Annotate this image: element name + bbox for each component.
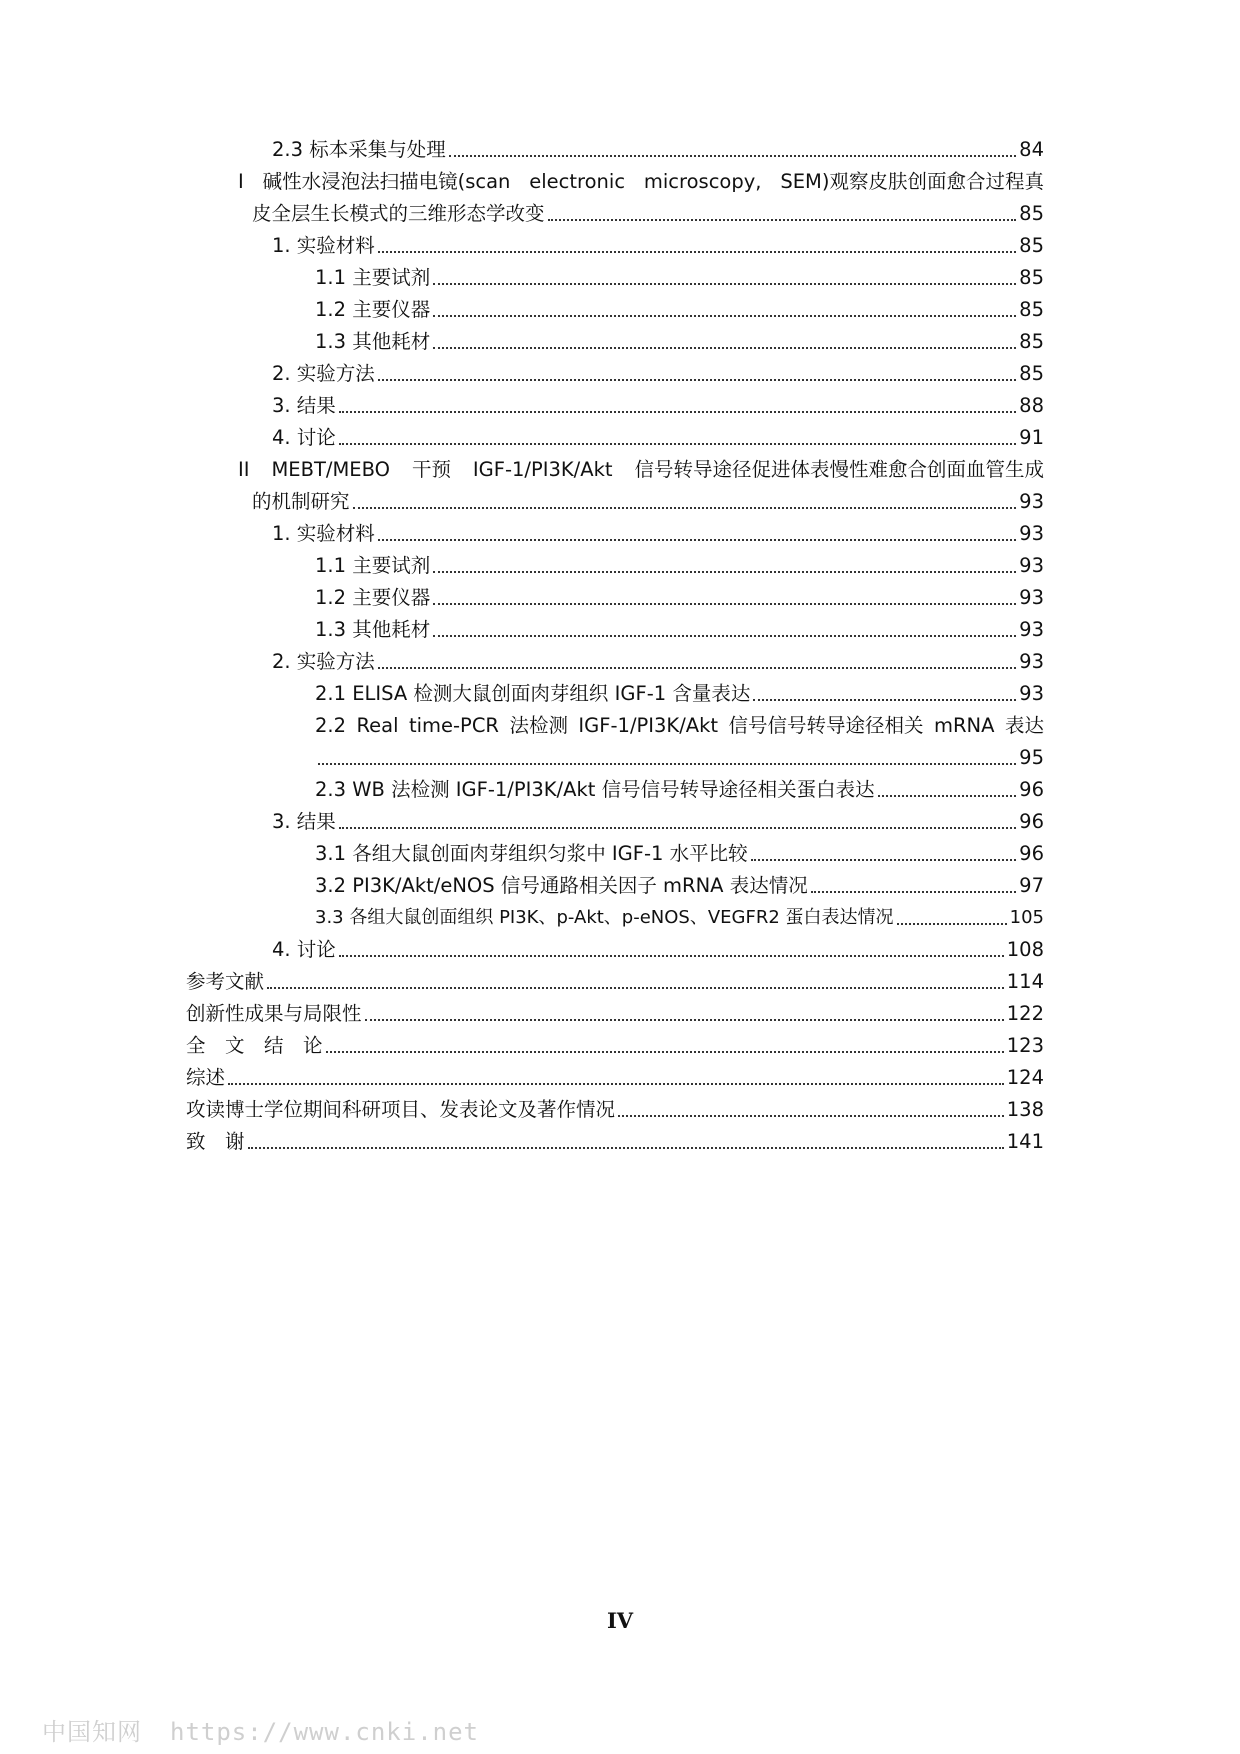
toc-entry-page: 108: [1006, 938, 1044, 961]
dot-leader: [433, 315, 1016, 317]
dot-leader: [353, 507, 1017, 509]
toc-entry-word: microscopy,: [643, 170, 762, 193]
dot-leader: [378, 251, 1016, 253]
toc-entry-title: 1.1 主要试剂: [315, 266, 431, 289]
toc-entry-title: 1.2 主要仪器: [315, 298, 431, 321]
toc-entry[interactable]: [252, 487, 1044, 517]
toc-entry-word: electronic: [529, 170, 626, 193]
toc-entry-word: 2.2: [315, 714, 347, 737]
toc-entry-page: 85: [1019, 234, 1044, 257]
toc-entry[interactable]: [186, 1031, 1044, 1061]
page-number: IV: [606, 1608, 634, 1633]
toc-entry-title: 1. 实验材料: [272, 234, 375, 257]
toc-entry-line1[interactable]: [238, 455, 1044, 485]
toc-entry[interactable]: [315, 743, 1044, 773]
toc-entry-page: 85: [1019, 202, 1044, 225]
toc-entry-page: 85: [1019, 362, 1044, 385]
toc-entry-word: 干预: [411, 458, 451, 481]
toc-entry-word: 法检测: [509, 714, 568, 737]
toc-entry-word: SEM)观察皮肤创面愈合过程真: [780, 170, 1044, 193]
dot-leader: [433, 571, 1016, 573]
toc-entry-page: 96: [1019, 842, 1044, 865]
toc-entry[interactable]: [272, 935, 1044, 965]
toc-entry[interactable]: [315, 263, 1044, 293]
toc-entry-title: 2. 实验方法: [272, 362, 375, 385]
toc-entry-page: 93: [1019, 650, 1044, 673]
toc-entry[interactable]: [315, 871, 1044, 901]
toc-entry-title: 2.3 标本采集与处理: [272, 138, 446, 161]
toc-entry[interactable]: [272, 807, 1044, 837]
toc-entry[interactable]: [272, 391, 1044, 421]
toc-entry[interactable]: [272, 359, 1044, 389]
toc-entry[interactable]: [186, 967, 1044, 997]
dot-leader: [433, 603, 1016, 605]
dot-leader: [228, 1083, 1004, 1085]
toc-entry[interactable]: [272, 423, 1044, 453]
dot-leader: [248, 1147, 1004, 1149]
toc-entry-page: 93: [1019, 618, 1044, 641]
toc-entry-page: 88: [1019, 394, 1044, 417]
toc-entry[interactable]: [186, 999, 1044, 1029]
toc-entry-word: IGF-1/PI3K/Akt: [472, 458, 613, 481]
toc-entry[interactable]: [315, 679, 1044, 709]
toc-entry[interactable]: [315, 583, 1044, 613]
toc-entry-line1[interactable]: [238, 167, 1044, 197]
dot-leader: [378, 667, 1016, 669]
toc-entry-word: time-PCR: [408, 714, 499, 737]
toc-entry-page: 141: [1006, 1130, 1044, 1153]
toc-entry-word: 信号信号转导途径相关: [728, 714, 924, 737]
dot-leader: [618, 1115, 1004, 1117]
dot-leader: [339, 955, 1004, 957]
toc-entry-title: 1.3 其他耗材: [315, 618, 431, 641]
dot-leader: [811, 891, 1016, 893]
toc-entry-word: MEBT/MEBO: [271, 458, 390, 481]
dot-leader: [433, 283, 1016, 285]
toc-entry-title: 1.2 主要仪器: [315, 586, 431, 609]
toc-entry-page: 123: [1006, 1034, 1044, 1057]
toc-entry-page: 93: [1019, 490, 1044, 513]
toc-entry[interactable]: [315, 615, 1044, 645]
toc-entry-title: 3.3 各组大鼠创面组织 PI3K、p-Akt、p-eNOS、VEGFR2 蛋白表达情况: [315, 907, 894, 928]
dot-leader: [433, 635, 1016, 637]
dot-leader: [433, 347, 1016, 349]
toc-entry-title: 全 文 结 论: [186, 1034, 323, 1057]
watermark-url: https://www.cnki.net: [170, 1718, 479, 1746]
toc-entry[interactable]: [272, 519, 1044, 549]
toc-entry[interactable]: [186, 1063, 1044, 1093]
toc-entry-page: 85: [1019, 330, 1044, 353]
toc-entry[interactable]: [315, 327, 1044, 357]
toc-entry-page: 105: [1009, 907, 1044, 928]
toc-entry-page: 138: [1006, 1098, 1044, 1121]
toc-entry-page: 93: [1019, 682, 1044, 705]
toc-entry[interactable]: [315, 839, 1044, 869]
dot-leader: [449, 155, 1016, 157]
toc-entry-page: 84: [1019, 138, 1044, 161]
toc-entry-page: 95: [1019, 746, 1044, 769]
toc-entry[interactable]: [315, 551, 1044, 581]
toc-entry-title: 2. 实验方法: [272, 650, 375, 673]
toc-entry-word: II: [238, 458, 250, 481]
toc-entry-page: 85: [1019, 266, 1044, 289]
toc-entry-word: 表达: [1004, 714, 1044, 737]
dot-leader: [267, 987, 1004, 989]
watermark: [42, 1712, 479, 1747]
toc-entry-page: 122: [1006, 1002, 1044, 1025]
toc-entry-word: Real: [356, 714, 399, 737]
toc-entry-title: 4. 讨论: [272, 938, 336, 961]
toc-entry[interactable]: [252, 199, 1044, 229]
toc-entry[interactable]: [272, 647, 1044, 677]
toc-entry-word: mRNA: [934, 714, 995, 737]
dot-leader: [378, 539, 1016, 541]
dot-leader: [326, 1051, 1004, 1053]
toc-entry-title: 4. 讨论: [272, 426, 336, 449]
dot-leader: [751, 859, 1017, 861]
watermark-site-name: 中国知网: [42, 1718, 142, 1746]
toc-entry-title: 2.1 ELISA 检测大鼠创面肉芽组织 IGF-1 含量表达: [315, 682, 751, 705]
toc-entry[interactable]: [272, 231, 1044, 261]
toc-entry[interactable]: [315, 903, 1044, 933]
dot-leader: [365, 1019, 1004, 1021]
toc-entry-word: I: [238, 170, 244, 193]
dot-leader: [753, 699, 1016, 701]
toc-entry[interactable]: [186, 1095, 1044, 1125]
toc-entry-line1[interactable]: [315, 711, 1044, 741]
dot-leader: [548, 219, 1017, 221]
toc-entry-title: 3.1 各组大鼠创面肉芽组织匀浆中 IGF-1 水平比较: [315, 842, 748, 865]
toc-entry-title: 攻读博士学位期间科研项目、发表论文及著作情况: [186, 1098, 616, 1121]
toc-entry-page: 93: [1019, 522, 1044, 545]
toc-entry-page: 124: [1006, 1066, 1044, 1089]
toc-entry-word: 碱性水浸泡法扫描电镜(scan: [262, 170, 511, 193]
toc-entry-title: 3. 结果: [272, 810, 336, 833]
toc-entry-page: 93: [1019, 554, 1044, 577]
dot-leader: [339, 411, 1016, 413]
toc-entry[interactable]: [315, 295, 1044, 325]
toc-entry-page: 97: [1019, 874, 1044, 897]
toc-entry-page: 96: [1019, 778, 1044, 801]
toc-entry-title: 皮全层生长模式的三维形态学改变: [252, 202, 545, 225]
dot-leader: [318, 763, 1016, 765]
toc-entry-title: 综述: [186, 1066, 226, 1089]
toc-entry[interactable]: [272, 135, 1044, 165]
toc-entry-word: IGF-1/PI3K/Akt: [578, 714, 719, 737]
toc-entry-title: 致 谢: [186, 1130, 245, 1153]
toc-entry-title: 参考文献: [186, 970, 265, 993]
toc-entry-page: 91: [1019, 426, 1044, 449]
dot-leader: [339, 827, 1016, 829]
toc-entry-title: 1.3 其他耗材: [315, 330, 431, 353]
toc-entry-page: 85: [1019, 298, 1044, 321]
toc-entry[interactable]: [315, 775, 1044, 805]
dot-leader: [897, 923, 1007, 925]
toc-entry-word: 信号转导途径促进体表慢性难愈合创面血管生成: [634, 458, 1044, 481]
toc-entry[interactable]: [186, 1127, 1044, 1157]
toc-entry-title: 3.2 PI3K/Akt/eNOS 信号通路相关因子 mRNA 表达情况: [315, 874, 808, 897]
toc-entry-title: 1. 实验材料: [272, 522, 375, 545]
toc-entry-page: 93: [1019, 586, 1044, 609]
toc-entry-page: 114: [1006, 970, 1044, 993]
dot-leader: [378, 379, 1016, 381]
toc-entry-title: 2.3 WB 法检测 IGF-1/PI3K/Akt 信号信号转导途径相关蛋白表达: [315, 778, 875, 801]
dot-leader: [878, 795, 1017, 797]
toc-entry-page: 96: [1019, 810, 1044, 833]
toc-entry-title: 1.1 主要试剂: [315, 554, 431, 577]
toc-entry-title: 的机制研究: [252, 490, 350, 513]
dot-leader: [339, 443, 1016, 445]
toc-entry-title: 3. 结果: [272, 394, 336, 417]
toc-entry-title: 创新性成果与局限性: [186, 1002, 362, 1025]
